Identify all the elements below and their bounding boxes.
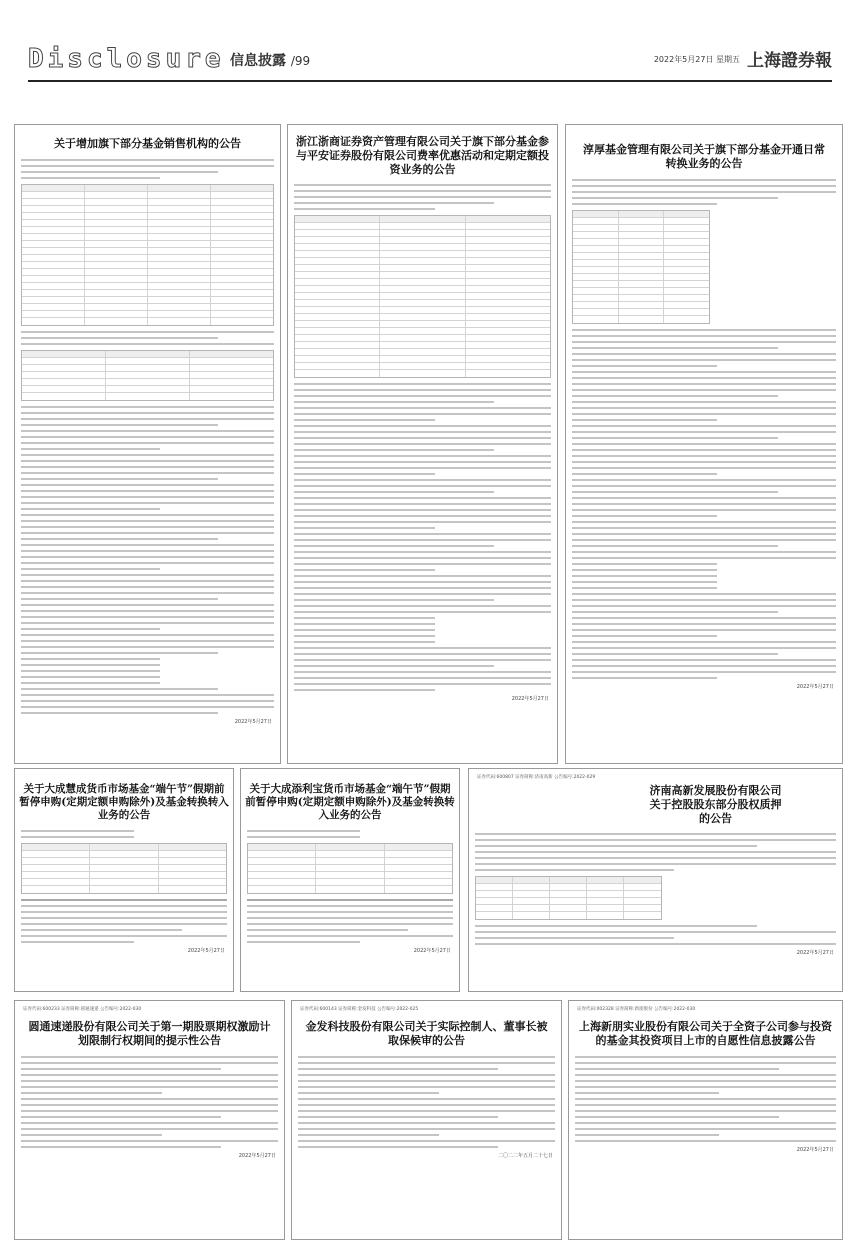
fund-table: [21, 843, 227, 894]
notice-title: 关于增加旗下部分基金销售机构的公告: [54, 137, 241, 150]
security-code-line: 证券代码:002328 证券简称:新朋股份 公告编号:2022-030: [577, 1007, 696, 1012]
notice-title: 济南高新发展股份有限公司关于控股股东部分股权质押的公告: [649, 784, 782, 825]
notice-add-sales-agencies: [14, 124, 281, 764]
notice-signature: 2022年5月27日: [796, 1146, 834, 1153]
notice-title: 关于大成慧成货币市场基金“端午节”假期前暂停申购(定期定额申购除外)及基金转换转入业务的公告: [19, 783, 229, 822]
issue-date: 2022年5月27日 星期五: [653, 55, 740, 64]
security-code-line: 证券代码:600233 证券简称:圆通速递 公告编号:2022-030: [23, 1007, 142, 1012]
notice-xinpeng-listing: [568, 1000, 843, 1240]
notice-dacheng-huicheng: [14, 768, 234, 992]
fund-table-2: [21, 350, 274, 401]
notice-dacheng-tianlibao: [240, 768, 460, 992]
notice-kingfa-chairman: [291, 1000, 562, 1240]
security-code-line: 证券代码:600143 证券简称:金发科技 公告编号:2022-025: [300, 1007, 419, 1012]
section-title: [230, 50, 310, 70]
notice-jinan-hi-tech-pledge: [468, 768, 843, 992]
fund-table: [572, 210, 710, 324]
notice-body: [288, 184, 557, 210]
fund-table: [247, 843, 453, 894]
notice-body: [469, 833, 842, 871]
notice-signature: 2022年5月27日: [796, 683, 834, 690]
pledge-table: [475, 876, 662, 920]
notice-yto-express: [14, 1000, 285, 1240]
notice-title: 金发科技股份有限公司关于实际控制人、董事长被取保候审的公告: [305, 1020, 548, 1047]
notice-chunhou-conversion: [565, 124, 843, 764]
notice-body: [566, 179, 842, 205]
notice-body: [569, 1056, 842, 1142]
notice-title: 淳厚基金管理有限公司关于旗下部分基金开通日常转换业务的公告: [583, 143, 825, 170]
notice-title: 上海新朋实业股份有限公司关于全资子公司参与投资的基金其投资项目上市的自愿性信息披露公告: [579, 1020, 832, 1047]
notice-signature: 2022年5月27日: [796, 950, 834, 957]
fund-table: [294, 215, 551, 378]
notice-body: [15, 830, 233, 838]
notice-signature: 2022年5月27日: [234, 718, 272, 725]
header-rule: [28, 80, 832, 82]
masthead: [28, 44, 832, 78]
notice-ping-an-fee-discount: [287, 124, 558, 764]
notice-body: [15, 1056, 284, 1148]
fund-table: [21, 184, 274, 326]
security-code-line: 证券代码:600807 证券简称:济南高新 公告编号:2022-029: [477, 775, 596, 780]
section-name: 信息披露: [230, 53, 286, 69]
notice-body: [292, 1056, 561, 1148]
notice-signature: 二〇二二年五月二十七日: [497, 1152, 553, 1159]
notice-body: [15, 159, 280, 179]
notice-title: 关于大成添利宝货币市场基金“端午节”假期前暂停申购(定期定额申购除外)及基金转换转入业务的公告: [245, 783, 455, 822]
newspaper-logo: 上海證券報: [747, 51, 832, 71]
notice-title: 浙江浙商证券资产管理有限公司关于旗下部分基金参与平安证券股份有限公司费率优惠活动和定期定额投资业务的公告: [296, 135, 549, 176]
notice-signature: 2022年5月27日: [187, 948, 225, 955]
page-number: /99: [290, 54, 311, 68]
notice-signature: 2022年5月27日: [511, 696, 549, 703]
notice-signature: 2022年5月27日: [413, 948, 451, 955]
brand-wordmark: Disclosure: [28, 44, 225, 74]
notice-body: [241, 830, 459, 838]
notice-title: 圆通速递股份有限公司关于第一期股票期权激励计划限制行权期间的提示性公告: [28, 1020, 271, 1047]
notice-signature: 2022年5月27日: [238, 1152, 276, 1159]
